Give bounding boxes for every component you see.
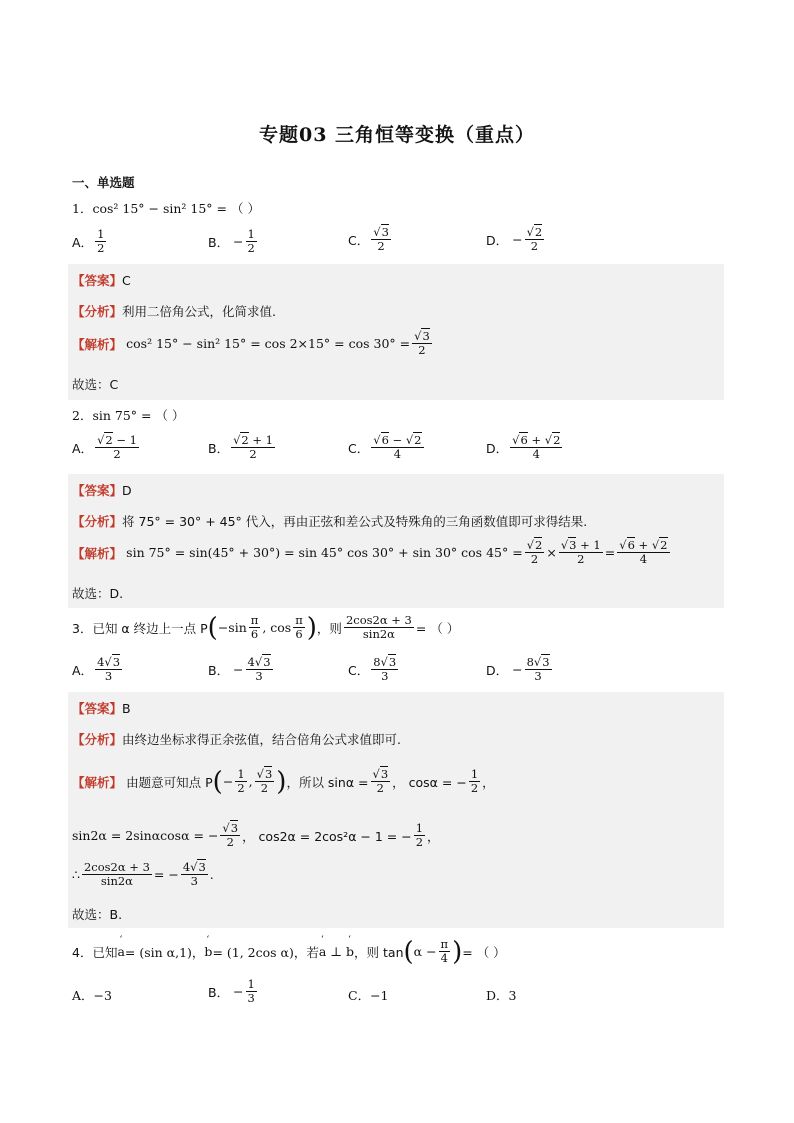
q2-analysis: 【分析】 将 75° = 30° + 45° 代入，再由正弦和差公式及特殊角的三角函数值即可求得结果. (72, 514, 588, 529)
q3-analysis: 【分析】 由终边坐标求得正余弦值，结合倍角公式求值即可. (72, 732, 401, 747)
q2-option-a[interactable]: A． $\frac{√2 - 1}{2}$ (72, 433, 137, 462)
q1-answer: 【答案】 C (72, 272, 131, 288)
q4-option-d[interactable]: D．3 (486, 988, 517, 1003)
q3-solution: 【解析】 由题意可知点 P ( − $\frac{1}{2}$ , $\frac{√3}{2}$ ) ，所以 sinα = $\frac{√3}{2}$ ， cosα = − $\frac{1}{2}$ ， (72, 766, 495, 797)
q2-stem: 2．sin 75° = （ ） (72, 408, 185, 423)
q1-conclusion: 故选：C (72, 377, 119, 392)
q1-stem: 1．cos² 15° − sin² 15° = （ ） (72, 201, 260, 216)
q3-conclusion: 故选：B. (72, 907, 123, 922)
q3-stem: 3．已知 α 终边上一点 P ( −sin $\frac{\pi}{6}$ , cos $\frac{\pi}{6}$ ) ，则 $\frac{2\cos 2\alpha + 3}{\sin 2\alpha}$ = （ ） (72, 612, 460, 643)
q1-option-c[interactable]: C． $\frac{√3}{2}$ (348, 225, 389, 254)
q2-option-b[interactable]: B． $\frac{√2 + 1}{2}$ (208, 433, 273, 462)
q3-answer: 【答案】 B (72, 700, 131, 716)
q2-answer: 【答案】 D (72, 482, 132, 498)
q2-option-d[interactable]: D． $\frac{√6 + √2}{4}$ (486, 433, 561, 462)
q2-option-c[interactable]: C． $\frac{√6 - √2}{4}$ (348, 433, 422, 462)
q3-option-d[interactable]: D． − $\frac{8√3}{3}$ (486, 655, 550, 684)
q2-conclusion: 故选：D. (72, 586, 124, 601)
q4-stem: 4．已知 ‘ a = (sin α,1)， ‘ b = (1, 2cos α)，若 ‘ a ⊥ ‘ b ，则 tan ( α − $\frac{\pi}{4}$ ) = （ ） (72, 938, 506, 965)
q4-option-a[interactable]: A．−3 (72, 988, 112, 1003)
q1-option-d[interactable]: D． − $\frac{√2}{2}$ (486, 225, 543, 254)
q3-option-a[interactable]: A． $\frac{4√3}{3}$ (72, 655, 121, 684)
q2-solution: 【解析】 sin 75° = sin(45° + 30°) = sin 45° cos 30° + sin 30° cos 45° = $\frac{√2}{2}$ × $\frac{√3 + 1}{2}$ = $\frac{√6 + √2}{4}$ (72, 538, 668, 567)
q3-option-c[interactable]: C． $\frac{8√3}{3}$ (348, 655, 397, 684)
q3-option-b[interactable]: B． − $\frac{4√3}{3}$ (208, 655, 271, 684)
q4-option-b[interactable]: B． − $\frac{1}{3}$ (208, 977, 255, 1006)
q1-solution: 【解析】 cos² 15° − sin² 15° = cos 2×15° = cos 30° = $\frac{√3}{2}$ (72, 329, 430, 358)
q1-analysis: 【分析】 利用二倍角公式，化简求值. (72, 304, 276, 319)
q3-answer-panel (68, 692, 724, 928)
q1-option-b[interactable]: B． − $\frac{1}{2}$ (208, 227, 255, 256)
q3-solution-line3: ∴ $\frac{2\cos 2\alpha + 3}{\sin 2\alpha}$ = − $\frac{4√3}{3}$ . (72, 860, 214, 889)
section-heading: 一、单选题 (72, 175, 135, 190)
q1-option-a[interactable]: A． $\frac{1}{2}$ (72, 227, 105, 256)
q3-solution-line2: sin2α = 2sinαcosα = − $\frac{√3}{2}$ ， cos2α = 2cos²α − 1 = − $\frac{1}{2}$ ， (72, 821, 440, 850)
q4-option-c[interactable]: C．−1 (348, 988, 389, 1003)
page-title: 专题03 三角恒等变换（重点） (258, 124, 536, 146)
